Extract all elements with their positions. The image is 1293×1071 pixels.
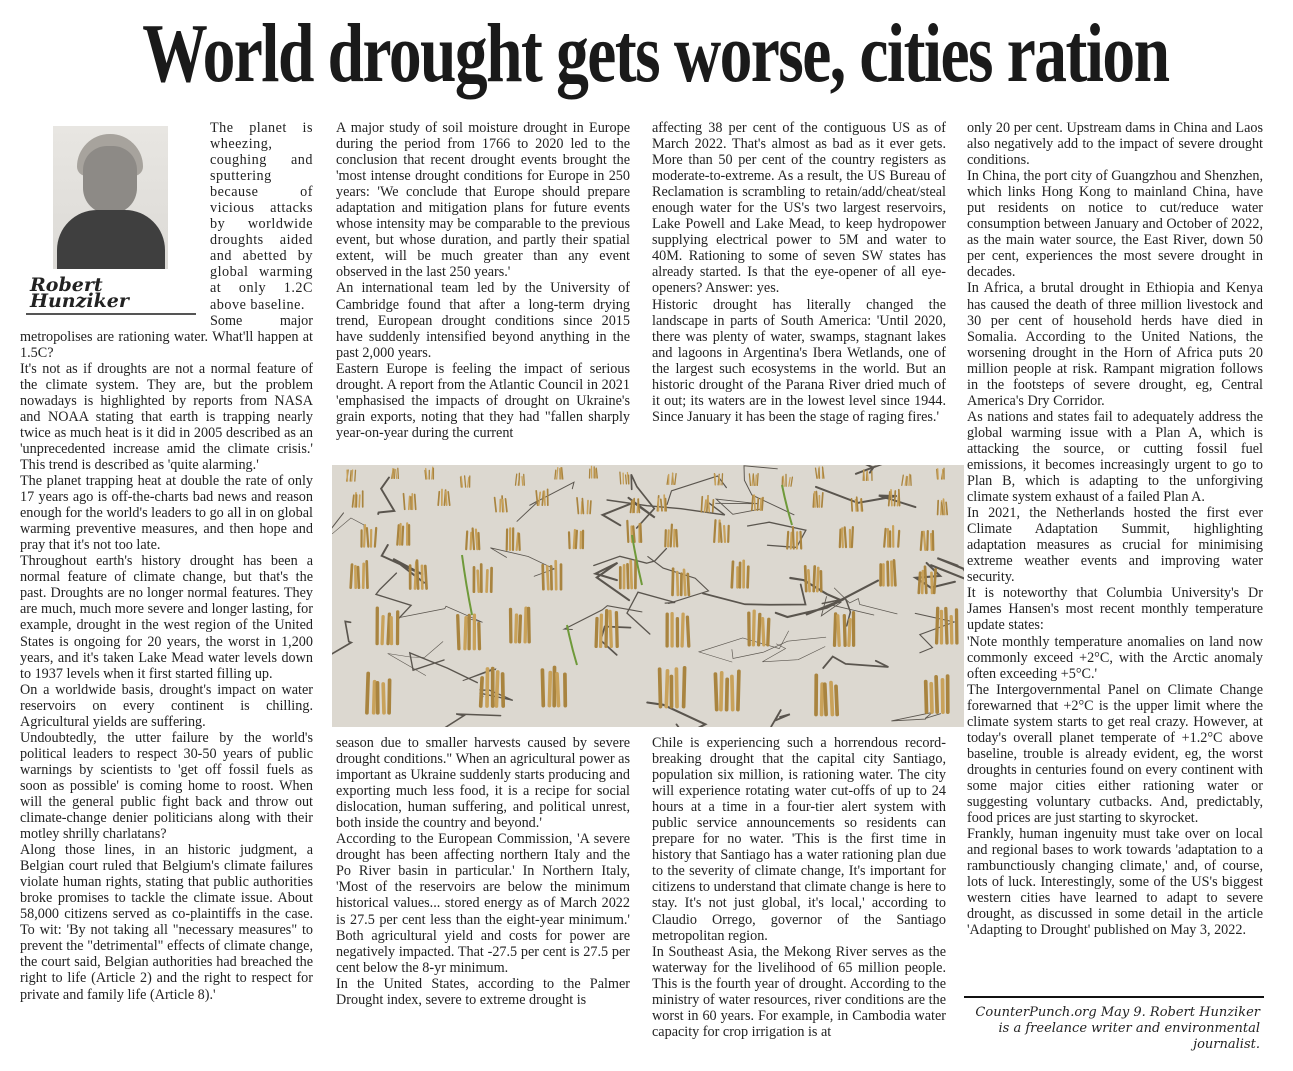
rice-stubble <box>626 475 627 484</box>
rice-stubble <box>727 679 728 709</box>
paragraph: season due to smaller harvests caused by severe drought conditions." When an agricultural power as important as Ukraine suddenly starts producing and exporting much less food, it is a recipe for social dislocation, human suffering, and political unrest, both inside the country and beyond.' <box>336 735 630 832</box>
rice-stubble <box>375 528 376 547</box>
rice-stubble <box>895 491 896 506</box>
rice-stubble <box>628 564 629 588</box>
rice-stubble <box>471 533 472 550</box>
rice-stubble <box>722 474 723 485</box>
rice-stubble <box>640 524 641 542</box>
rice-stubble <box>522 477 523 486</box>
rice-stubble <box>864 471 865 481</box>
paragraph: It is noteworthy that Columbia University's Dr James Hansen's most recent monthly temperature update states: <box>967 585 1263 634</box>
rice-stubble <box>894 560 895 585</box>
paragraph: In the United States, according to the Palmer Drought index, severe to extreme drought is <box>336 975 630 1008</box>
rice-stubble <box>582 499 583 514</box>
rice-stubble <box>367 561 368 587</box>
rice-stubble <box>889 492 890 506</box>
rice-stubble <box>715 474 716 485</box>
rice-stubble <box>857 497 858 511</box>
rice-stubble <box>934 569 935 593</box>
rice-stubble <box>402 527 403 545</box>
rice-stubble <box>516 615 517 642</box>
rice-stubble <box>861 499 862 511</box>
paragraph: A major study of soil moisture drought in Europe during the period from 1766 to 2020 led to the conclusion that recent drought events brought the 'most intense drought conditions for Europe in 250 years: 'We conclude that Europe should prepare adaptation and mitigation plans for future events whose intensity may be comparable to the previous event, but whose duration, and partly their spatial extent, will be much greater than any event observed in the last 250 years.' <box>336 120 630 281</box>
rice-stubble <box>835 614 836 645</box>
rice-stubble <box>756 475 757 485</box>
rice-stubble <box>758 498 759 510</box>
rice-stubble <box>763 619 764 645</box>
rice-stubble <box>425 566 426 589</box>
rice-stubble <box>845 527 846 547</box>
rice-stubble <box>926 682 927 713</box>
rice-stubble <box>808 570 809 591</box>
cracked-field-illustration <box>332 465 964 727</box>
paragraph: Along those lines, in an historic judgment, a Belgian court ruled that Belgium's climate failures violate human rights, stating that public authorities broke promises to tackle the climate issue. About 58,000 citizens served as co-plaintiffs in the case. To wit: 'By not taking all "necessary measures" to prevent the "detrimental" effects of climate change, the court said, Belgian authorities had breached the right to life (Article 2) and the right to respect for private and family life (Article 8).' <box>20 842 313 1003</box>
rice-stubble <box>466 532 467 550</box>
paragraph: According to the European Commission, 'A severe drought has been affecting northern Italy and the Po River basin in particular.' In Northern Italy, 'Most of the reservoirs are below the minimum historical values... stored energy as of March 2022 is 27.5 per cent less than the eight-year minimum.' Both agricultural yield and costs for power are negatively impacted. That -27.5 per cent is 27.5 per cent below the 8-yr minimum. <box>336 831 630 976</box>
paragraph: Undoubtedly, the utter failure by the world's political leaders to respect 30-50 years of public warnings by scientists to 'get off fossil fuels as soon as possible' is coming home to roost. When will the general public fight back and throw out climate-change denier politicians along with their motley shrilly charlatans? <box>20 729 313 843</box>
rice-stubble <box>587 501 588 514</box>
rice-stubble <box>400 524 401 545</box>
paragraph: Some major metropolises are rationing water. What'll happen at 1.5C? <box>20 312 313 361</box>
paragraph: In 2021, the Netherlands hosted the first ever Climate Adaptation Summit, highlighting adaptation measures as crucial for minimising extreme weather events and improving water security. <box>967 505 1263 586</box>
rice-stubble <box>849 620 850 646</box>
byline-rule <box>26 313 196 315</box>
paragraph: On a worldwide basis, drought's impact on water reservoirs on every continent is chilling. Agricultural yields are suffering. <box>20 681 313 730</box>
rice-stubble <box>805 566 806 591</box>
rice-stubble <box>478 571 479 592</box>
rice-stubble <box>351 565 352 588</box>
paragraph: Chile is experiencing such a horrendous record-breaking drought that the capital city Santiago, population six million, is rationing water. The city will experience rotating water cut-offs of up to 24 hours at a time in a four-tier alert system with public service announcements so residents can prepare for no water. 'This is the first time in history that Santiago has a water rationing plan due to the severity of climate change, It's important for citizens to understand that climate change is here to stay. It's not just global, it's local,' according to Claudio Orrego, governor of the Santiago metropolitan region. <box>652 735 946 944</box>
rice-stubble <box>398 468 399 478</box>
rice-stubble <box>481 678 482 706</box>
rice-stubble <box>382 617 383 644</box>
rice-stubble <box>932 573 933 593</box>
rice-stubble <box>760 498 761 510</box>
rice-stubble <box>374 682 375 713</box>
rice-stubble <box>768 619 769 645</box>
column-4 <box>967 120 1263 938</box>
rice-stubble <box>852 527 853 547</box>
rice-stubble <box>793 527 794 548</box>
rice-stubble <box>684 570 685 595</box>
rice-stubble <box>576 531 577 549</box>
rice-stubble <box>867 471 868 480</box>
rice-stubble <box>738 671 739 709</box>
rice-stubble <box>884 529 885 547</box>
rice-stubble <box>754 495 755 510</box>
rice-stubble <box>907 477 908 486</box>
rice-stubble <box>551 566 552 589</box>
column-2-bottom <box>336 735 630 1008</box>
rice-stubble <box>520 616 521 642</box>
rice-stubble <box>840 530 841 548</box>
rice-stubble <box>389 680 390 713</box>
rice-stubble <box>836 686 837 714</box>
rice-stubble <box>542 491 543 505</box>
rice-stubble <box>676 669 677 707</box>
column-2-top <box>336 120 630 441</box>
rice-stubble <box>714 520 715 542</box>
rice-stubble <box>479 533 480 549</box>
rice-stubble <box>922 571 923 593</box>
rice-stubble <box>519 534 520 550</box>
rice-stubble <box>671 525 672 547</box>
rice-stubble <box>519 473 520 485</box>
rice-stubble <box>946 502 947 514</box>
paragraph: An international team led by the University of Cambridge found that after a long-term drying trend, European drought conditions since 2015 have suddenly intensified beyond anything in the past 2,000 years. <box>336 280 630 361</box>
rice-stubble <box>819 469 820 479</box>
rice-stubble <box>595 469 596 478</box>
soil-background <box>332 465 964 727</box>
rice-stubble <box>574 530 575 548</box>
rice-stubble <box>688 574 689 595</box>
rice-stubble <box>367 674 368 713</box>
rice-stubble <box>898 531 899 547</box>
paragraph: Historic drought has literally changed the landscape in parts of South America: 'Until 2020, there was plenty of water, swamps, stagnant lakes and lagoons in Argentina's Ibera Wetlands, one of the largest such ecosystems in the world. But an historic drought of the Parana River dried much of it out; its waters are in the lowest level since 1944. Since January it has been the stage of raging fires.' <box>652 296 946 425</box>
rice-stubble <box>660 669 661 706</box>
rice-stubble <box>899 490 900 506</box>
rice-stubble <box>542 670 543 706</box>
paragraph: The planet is wheezing, coughing and sputtering because of vicious attacks by worldwide droughts aided and abetted by global warming at only 1.2C above baseline. <box>210 120 313 313</box>
rice-stubble <box>721 673 722 710</box>
rice-stubble <box>547 566 548 589</box>
rice-stubble <box>720 523 721 542</box>
rice-stubble <box>924 532 926 550</box>
rice-stubble <box>831 683 832 715</box>
rice-stubble <box>473 529 474 550</box>
rice-stubble <box>661 499 662 511</box>
rice-stubble <box>814 567 815 592</box>
rice-stubble <box>458 616 459 649</box>
rice-stubble <box>524 474 525 485</box>
rice-stubble <box>791 533 792 549</box>
rice-stubble <box>666 499 667 511</box>
rice-stubble <box>757 474 758 486</box>
rice-stubble <box>350 471 351 481</box>
paragraph: Throughout earth's history drought has been a normal feature of climate change, but that's the past. Droughts are no longer normal features. They are much, much more severe and longer lasting, for example, drought in the west region of the United States is ongoing for 20 years, the worst in 1,200 years, and it's taken Lake Mead water levels down to 1937 levels when it first started filling up. <box>20 553 313 682</box>
rice-stubble <box>787 532 788 549</box>
rice-stubble <box>397 525 398 545</box>
rice-stubble <box>682 614 683 646</box>
rice-stubble <box>762 498 763 511</box>
rice-stubble <box>677 572 678 595</box>
rice-stubble <box>590 501 591 514</box>
rice-stubble <box>596 619 597 647</box>
rice-stubble <box>601 615 602 646</box>
rice-stubble <box>921 532 922 550</box>
author-face-shape <box>83 146 137 214</box>
rice-stubble <box>676 530 677 546</box>
rice-stubble <box>549 673 550 706</box>
rice-stubble <box>666 671 667 707</box>
rice-stubble <box>569 532 570 548</box>
rice-stubble <box>664 495 665 511</box>
rice-stubble <box>801 532 802 549</box>
rice-stubble <box>415 495 416 510</box>
rice-stubble <box>355 470 356 481</box>
rice-stubble <box>606 611 607 647</box>
rice-stubble <box>732 677 733 710</box>
rice-stubble <box>701 497 702 512</box>
rice-stubble <box>479 624 480 649</box>
rice-stubble <box>543 565 544 589</box>
rice-stubble <box>951 617 952 643</box>
rice-stubble <box>556 561 557 589</box>
paragraph: 'Note monthly temperature anomalies on land now commonly exceed +2°C, with the Arctic anomaly often exceeding +5°C.' <box>967 633 1263 682</box>
rice-stubble <box>487 669 488 706</box>
rice-stubble <box>555 470 556 479</box>
rice-stubble <box>825 684 826 714</box>
rice-stubble <box>938 469 939 479</box>
rice-stubble <box>748 567 749 588</box>
rice-stubble <box>517 533 519 550</box>
rice-stubble <box>753 474 754 486</box>
credit-divider <box>964 996 1264 998</box>
paragraph: The Intergovernmental Panel on Climate Change forewarned that +2°C is the upper limit where the climate system starts to get real crazy. However, at today's overall planet temperate of +1.2°C above baseline, trouble is already evident, eg, the worst droughts in centuries found on every continent with some major cities either rationing water or suggesting voluntary cutbacks. And, predictably, food prices are just starting to skyrocket. <box>967 681 1263 827</box>
rice-stubble <box>888 562 889 585</box>
author-block <box>20 120 198 318</box>
rice-stubble <box>844 616 845 646</box>
rice-stubble <box>544 491 545 505</box>
rice-stubble <box>404 494 405 510</box>
paragraph: Frankly, human ingenuity must take over on local and regional bases to work towards 'adaptation to a rambunctiously changing climate,' and, of course, lots of luck. Interestingly, some of the US's biggest western cities have learned to adapt to severe drought, as discussed in some detail in the article 'Adapting to Drought' published on May 3, 2022. <box>967 826 1263 939</box>
rice-stubble <box>409 496 410 509</box>
rice-stubble <box>503 500 504 512</box>
rice-stubble <box>925 567 926 593</box>
rice-stubble <box>620 472 621 484</box>
rice-stubble <box>358 567 359 588</box>
rice-stubble <box>911 475 912 485</box>
rice-stubble <box>919 573 920 593</box>
rice-stubble <box>631 561 632 588</box>
rice-stubble <box>852 499 853 511</box>
rice-stubble <box>752 496 753 511</box>
rice-stubble <box>465 618 466 649</box>
rice-stubble <box>673 569 674 595</box>
paragraph: Eastern Europe is feeling the impact of serious drought. A report from the Atlantic Council in 2021 'emphasised the impacts of drought on Ukraine's grain exports, noting that they had "fallen sharply year-on-year during the current <box>336 360 630 441</box>
paragraph: affecting 38 per cent of the contiguous US as of March 2022. That's almost as bad as it ever gets. More than 50 per cent of the country registers as moderate-to-extreme. As a result, the US Bureau of Reclamation is scrambling to retain/add/cheat/steal enough water for the US's two largest reservoirs, Lake Powell and Lake Mead, to keep hydropower supplying electrical power to 5M and water to 40M. Rationing to some of seven SW states has already started. Is that the eye-opener of all eye-openers? Answer: yes. <box>652 120 946 297</box>
rice-stubble <box>616 613 617 647</box>
rice-stubble <box>359 495 360 507</box>
paragraph: In Africa, a brutal drought in Ethiopia and Kenya has caused the death of three million livestock and 30 per cent of household herds have died in Somalia. According to the United Nations, the worsening drought in the Horn of Africa puts 20 million people at risk. Rampant migration follows in the footsteps of severe drought, eg, Central America's Dry Corridor. <box>967 280 1263 409</box>
rice-stubble <box>715 674 716 710</box>
author-shirt-shape <box>57 210 165 269</box>
rice-stubble <box>728 526 729 542</box>
headline: World drought gets worse, cities ration <box>142 7 1169 100</box>
rice-stubble <box>665 530 666 546</box>
rice-stubble <box>946 609 947 644</box>
column-3-top <box>652 120 946 425</box>
rice-stubble <box>476 530 477 550</box>
rice-stubble <box>363 564 364 588</box>
paragraph: In Southeast Asia, the Mekong River serves as the waterway for the livelihood of 65 million people. This is the fourth year of drought. According to the ministry of water resources, river conditions are the worst in 60 years. For example, in Cambodia water capacity for crop irrigation is at <box>652 943 946 1040</box>
author-byline: Robert Hunziker <box>30 274 129 313</box>
rice-stubble <box>752 476 753 486</box>
rice-stubble <box>937 608 938 643</box>
rice-stubble <box>891 562 892 586</box>
rice-stubble <box>724 526 725 542</box>
rice-stubble <box>487 570 488 591</box>
rice-stubble <box>496 672 497 706</box>
rice-stubble <box>347 470 348 481</box>
rice-stubble <box>931 684 932 712</box>
paragraph: only 20 per cent. Upstream dams in China and Laos also negatively add to the impact of severe drought conditions. <box>967 120 1263 169</box>
rice-stubble <box>936 677 937 712</box>
rice-stubble <box>364 525 365 547</box>
rice-stubble <box>931 534 932 550</box>
rice-stubble <box>909 474 910 485</box>
article-credit: CounterPunch.org May 9. Robert Hunziker is a freelance writer and environmental journalist. <box>975 1005 1260 1052</box>
rice-stubble <box>417 561 418 589</box>
column-3-bottom <box>652 735 946 1040</box>
paragraph: It's not as if droughts are not a normal feature of the climate system. They are, but the problem nowadays is highlighted by reports from NASA and NOAA stating that earth is trapping nearly twice as much heat is it did in 2005 described as an 'unprecedented increase amid the climate crisis.' This trend is described as 'quite alarming.' <box>20 360 313 473</box>
rice-stubble <box>610 611 611 646</box>
rice-stubble <box>388 614 389 644</box>
rice-stubble <box>927 531 928 550</box>
rice-stubble <box>732 562 733 588</box>
drought-field-photo <box>332 465 964 727</box>
rice-stubble <box>525 608 526 642</box>
rice-stubble <box>838 616 839 646</box>
rice-stubble <box>503 674 504 706</box>
rice-stubble <box>842 528 843 547</box>
rice-stubble <box>687 617 688 646</box>
rice-stubble <box>753 611 754 645</box>
rice-stubble <box>446 492 447 506</box>
rice-stubble <box>367 528 368 547</box>
rice-stubble <box>668 530 669 546</box>
rice-stubble <box>759 614 760 644</box>
rice-stubble <box>352 470 353 481</box>
rice-stubble <box>816 492 817 508</box>
paragraph: The planet trapping heat at double the rate of only 17 years ago is off-the-charts bad news and reason enough for the world's leaders to go all in on global warming preventive measures, and then hope and pray that it's not too late. <box>20 473 313 554</box>
rice-stubble <box>822 684 823 714</box>
paragraph: In China, the port city of Guangzhou and Shenzhen, which links Hong Kong to mainland China, have put residents on notice to cut/reduce water consumption between January and October of 2022, as the main water source, the East River, down 50 per cent, experiences the most severe drought in decades. <box>967 168 1263 281</box>
author-photo <box>53 126 168 269</box>
rice-stubble <box>713 500 714 512</box>
rice-stubble <box>938 501 939 515</box>
column-1 <box>20 120 313 1003</box>
rice-stubble <box>627 521 628 542</box>
rice-stubble <box>891 490 892 506</box>
rice-stubble <box>557 674 559 706</box>
rice-stubble <box>438 492 439 506</box>
rice-stubble <box>822 493 823 507</box>
rice-stubble <box>684 668 685 707</box>
paragraph: As nations and states fail to adequately address the global warming issue with a Plan A, which is attacking the source, or cutting fossil fuel emissions, it becomes increasingly urgent to go to Plan B, which is adapting to the unforgiving climate system exhaust of a failed Plan A. <box>967 408 1263 506</box>
rice-stubble <box>383 684 384 713</box>
rice-stubble <box>817 568 818 591</box>
rice-stubble <box>529 608 530 641</box>
